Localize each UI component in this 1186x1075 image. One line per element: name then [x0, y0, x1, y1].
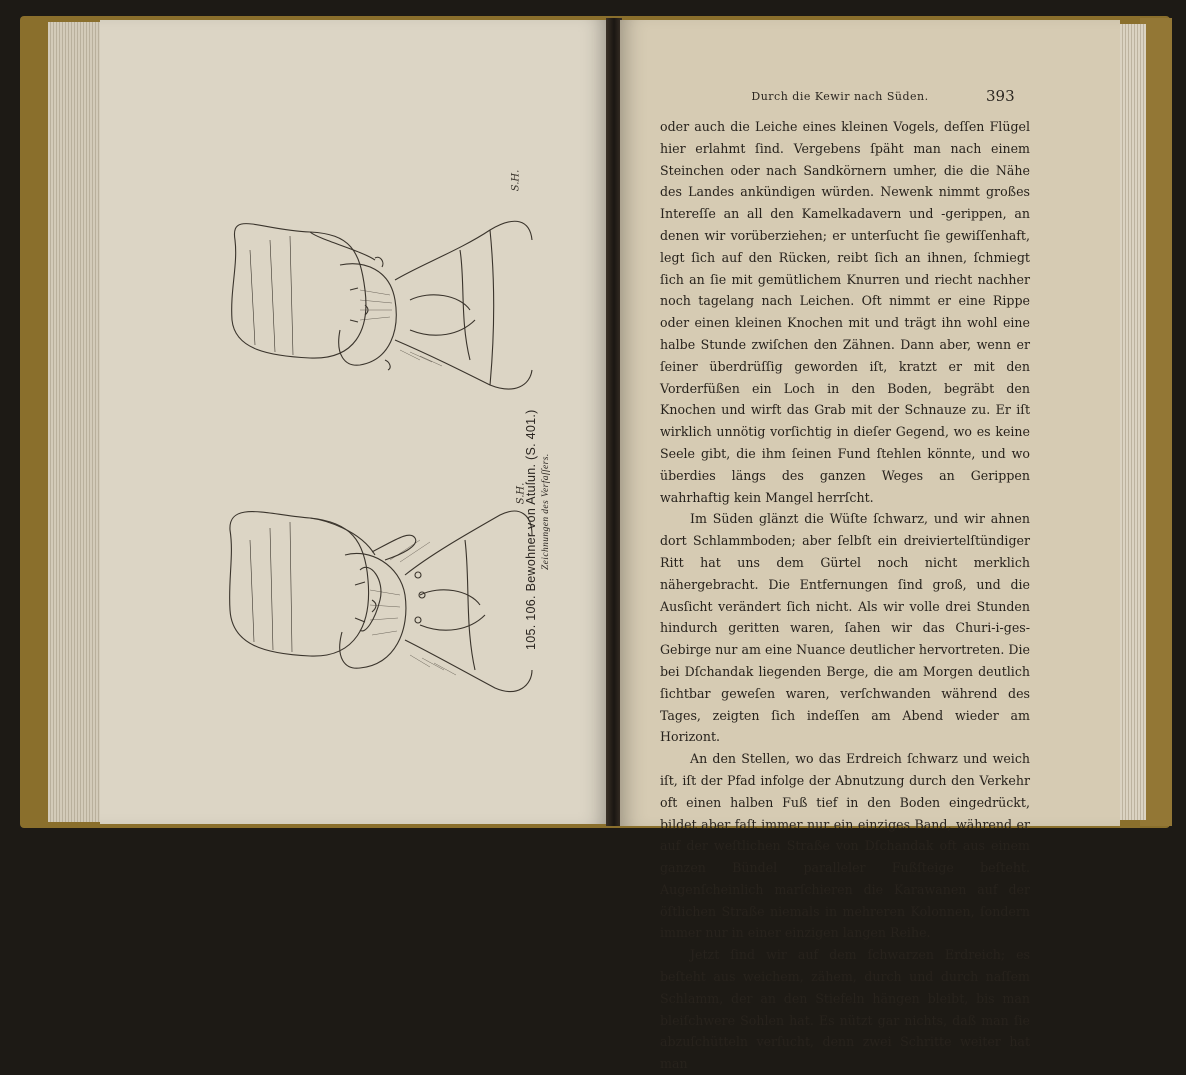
running-head: Durch die Kewir nach Süden.	[751, 90, 929, 103]
paragraph: oder auch die Leiche eines kleinen Vogels, deſſen Flügel hier erlahmt ſind. Vergebens ſpäht man nach einem Steinchen oder nach Sandkörnern umher, die die Nähe des Landes ankündigen würden. Newenk nimmt großes Intereſſe an all den Kamelkadavern und -gerippen, an denen wir vorüberziehen; er unterſucht ſie gewiſſenhaft, legt ſich auf den Rücken, reibt ſich an ihnen, ſchmiegt ſich an ſie mit gemütlichem Knurren und riecht nachher noch tagelang nach Leichen. Oft nimmt er eine Rippe oder einen kleinen Knochen mit und trägt ihn wohl eine halbe Stunde zwiſchen den Zähnen. Dann aber, wenn er ſeiner überdrüſſig geworden iſt, kratzt er mit den Vorderfüßen ein Loch in den Boden, begräbt den Knochen und wirft das Grab mit der Schnauze zu. Er iſt wirklich unnötig vorſichtig in dieſer Gegend, wo es keine Seele gibt, die ihm ſeinen Fund ſtehlen könnte, und wo überdies längs des ganzen Weges an Gerippen wahrhaftig kein Mangel herrſcht.	[660, 119, 1030, 505]
paragraph: An den Stellen, wo das Erdreich ſchwarz und weich iſt, iſt der Pfad infolge der Abnutzung durch den Verkehr oft einen halben Fuß tief in den Boden eingedrückt, bildet aber faſt immer nur ein einziges Band, während er auf der weſtlichen Straße von Dſchandak oft aus einem ganzen Bündel paralleler Fußſteige beſteht. Augenſcheinlich marſchieren die Karawanen auf der öſtlichen Straße niemals in mehreren Kolonnen, ſondern immer nur in einer einzigen langen Reihe.	[660, 751, 1030, 941]
plate-caption-credit: Zeichnungen des Verfaſſers.	[541, 453, 551, 570]
paragraph: Im Süden glänzt die Wüſte ſchwarz, und wir ahnen dort Schlammboden; aber ſelbſt ein dreiviertelſtündiger Ritt hat uns dem Gürtel noch nicht merklich nähergebracht. Die Entfernungen ſind groß, und die Ausſicht verändert ſich nicht. Als wir volle drei Stunden hindurch geritten waren, ſahen wir das Churi-i-ges-Gebirge nur am eine Nuance deutlicher hervortreten. Die bei Dſchandak liegenden Berge, die am Morgen deutlich ſichtbar geweſen waren, verſchwanden während des Tages, zeigten ſich indeſſen am Abend wieder am Horizont.	[660, 511, 1030, 745]
portrait-105-illustration	[160, 460, 540, 700]
plate-caption-title: 105. 106. Bewohner von Atuſun. (S. 401.)	[524, 409, 538, 650]
portrait-106-illustration	[160, 170, 540, 400]
signature-upper: S.H.	[510, 169, 522, 192]
body-text	[660, 116, 1030, 1075]
paragraph: Jetzt ſind wir auf dem ſchwarzen Erdreich; es beſteht aus weichem, zähem, durch und durch naſſem Schlamm, der an den Stiefeln hängen bleibt, bis man bleiſchwere Sohlen hat. Es nützt gar nichts, daß man ſie abzuſchütteln verſucht, denn zwei Schritte weiter hat man	[660, 947, 1030, 1072]
signature-lower: S.H.	[515, 482, 527, 505]
page-edges-left	[48, 22, 104, 822]
page-number: 393	[986, 87, 1015, 105]
page-edges-right	[1120, 24, 1146, 820]
